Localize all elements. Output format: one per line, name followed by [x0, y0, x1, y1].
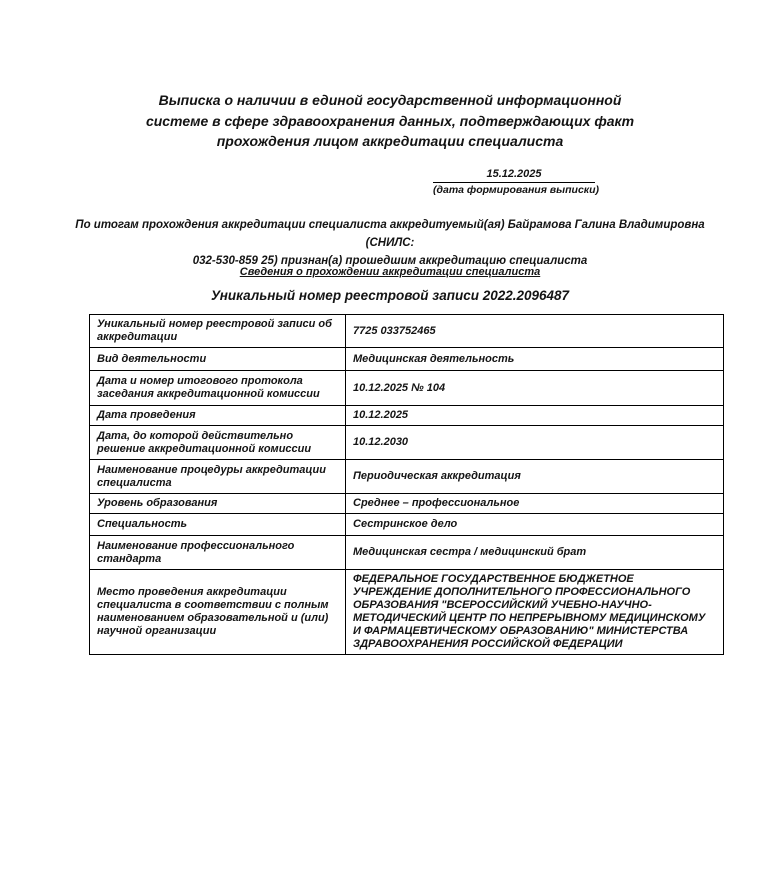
- table-value-cell: Сестринское дело: [346, 514, 724, 536]
- table-value-cell: 7725 033752465: [346, 315, 724, 348]
- table-row: [90, 315, 724, 348]
- table-label-cell: Дата, до которой действительно решение аккредитационной комиссии: [90, 426, 346, 460]
- table-value-cell: Среднее – профессиональное: [346, 494, 724, 514]
- table-value-cell: Медицинская деятельность: [346, 348, 724, 371]
- table-row: [90, 460, 724, 494]
- table-row: [90, 570, 724, 655]
- table-label-cell: Уровень образования: [90, 494, 346, 514]
- table-value-cell: 10.12.2030: [346, 426, 724, 460]
- table-label-cell: Дата проведения: [90, 406, 346, 426]
- table-label-cell: Наименование профессионального стандарта: [90, 536, 346, 570]
- table-value-cell: 10.12.2025: [346, 406, 724, 426]
- table-label-cell: Специальность: [90, 514, 346, 536]
- registry-number-heading: Уникальный номер реестровой записи 2022.2096487: [210, 288, 570, 303]
- table-row: [90, 426, 724, 460]
- issue-date-value: 15.12.2025: [433, 168, 595, 183]
- section-heading: Сведения о прохождении аккредитации специалиста: [239, 266, 541, 278]
- accreditation-details-table: [89, 314, 724, 655]
- document-title-line: прохождения лицом аккредитации специалиста: [216, 133, 564, 149]
- document-title-line: Выписка о наличии в единой государственной информационной: [158, 92, 622, 108]
- table-label-cell: Уникальный номер реестровой записи об аккредитации: [90, 315, 346, 348]
- table-label-cell: Наименование процедуры аккредитации специалиста: [90, 460, 346, 494]
- document-title: [0, 90, 780, 152]
- table-row: [90, 494, 724, 514]
- intro-paragraph-line: 032-530-859 25) признан(а) прошедшим аккредитацию специалиста: [192, 255, 588, 267]
- table-row: [90, 371, 724, 406]
- table-label-cell: Вид деятельности: [90, 348, 346, 371]
- table-row: [90, 536, 724, 570]
- table-label-cell: Место проведения аккредитации специалиста в соответствии с полным наименованием образовательной и (или) научной организации: [90, 570, 346, 655]
- table-value-cell: Медицинская сестра / медицинский брат: [346, 536, 724, 570]
- table-row: [90, 406, 724, 426]
- document-title-line: системе в сфере здравоохранения данных, подтверждающих факт: [145, 112, 635, 129]
- table-row: [90, 348, 724, 371]
- issue-date-caption: (дата формирования выписки): [433, 184, 600, 196]
- table-value-cell: Периодическая аккредитация: [346, 460, 724, 494]
- intro-paragraph-line: По итогам прохождения аккредитации специалиста аккредитуемый(ая) Байрамова Галина Владимировна (СНИЛС:: [75, 219, 705, 249]
- intro-paragraph: [70, 216, 710, 270]
- table-value-cell: 10.12.2025 № 104: [346, 371, 724, 406]
- issue-date-block: [433, 168, 600, 196]
- table-value-cell: ФЕДЕРАЛЬНОЕ ГОСУДАРСТВЕННОЕ БЮДЖЕТНОЕ УЧРЕЖДЕНИЕ ДОПОЛНИТЕЛЬНОГО ПРОФЕССИОНАЛЬНОГО ОБРАЗОВАНИЯ "ВСЕРОССИЙСКИЙ УЧЕБНО-НАУЧНО-МЕТОДИЧЕСКИЙ ЦЕНТР ПО НЕПРЕРЫВНОМУ МЕДИЦИНСКОМУ И ФАРМАЦЕВТИЧЕСКОМУ ОБРАЗОВАНИЮ" МИНИСТЕРСТВА ЗДРАВООХРАНЕНИЯ РОССИЙСКОЙ ФЕДЕРАЦИИ: [346, 570, 724, 655]
- table-row: [90, 514, 724, 536]
- table-label-cell: Дата и номер итогового протокола заседания аккредитационной комиссии: [90, 371, 346, 406]
